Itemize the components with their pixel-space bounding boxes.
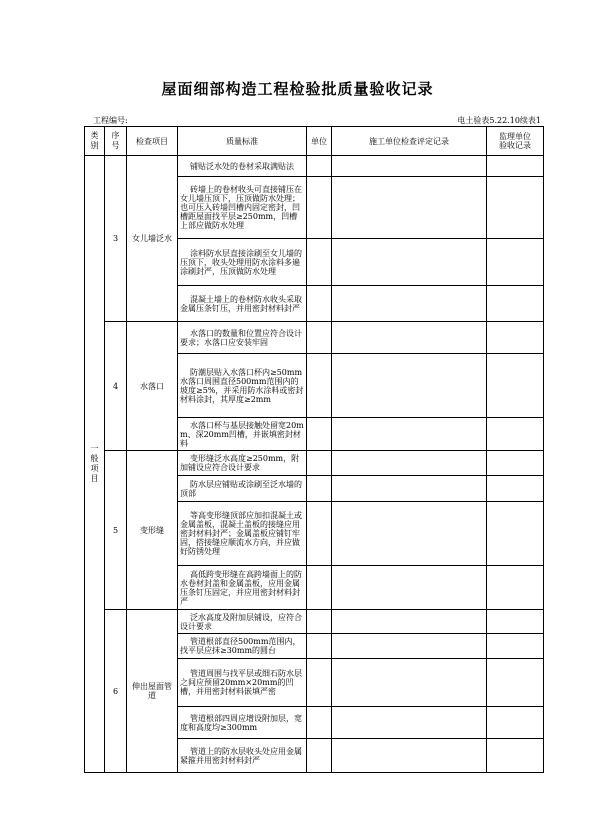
supervision-record-cell[interactable]: [487, 177, 544, 239]
standard-cell: 水落口杯与基层接触处留宽20mm、深20mm凹槽，并嵌填密封材料: [178, 418, 307, 451]
unit-cell[interactable]: [307, 286, 332, 322]
item-cell: 变形缝: [127, 451, 178, 610]
header-supervision: 监理单位 验收记录: [487, 127, 544, 156]
construction-record-cell[interactable]: [332, 739, 487, 773]
supervision-record-cell[interactable]: [487, 659, 544, 707]
supervision-record-cell[interactable]: [487, 286, 544, 322]
unit-cell[interactable]: [307, 451, 332, 476]
seq-cell: 6: [105, 610, 127, 773]
standard-cell: 高低跨变形缝在高跨墙面上的防水卷材封盖和金属盖板，应用金属压条钉压固定，并应用密封材料封严: [178, 566, 307, 610]
construction-record-cell[interactable]: [332, 707, 487, 739]
unit-cell[interactable]: [307, 739, 332, 773]
unit-cell[interactable]: [307, 354, 332, 418]
standard-cell: 铺贴泛水处的卷材采取满贴法: [178, 156, 307, 177]
standard-cell: 涂料防水层直接涂刷至女儿墙的压顶下，收头处理用防水涂料多遍涂刷封严，压顶做防水处理: [178, 239, 307, 286]
item-cell: 伸出屋面管道: [127, 610, 178, 773]
unit-cell[interactable]: [307, 239, 332, 286]
unit-cell[interactable]: [307, 322, 332, 354]
item-cell: 水落口: [127, 322, 178, 451]
construction-record-cell[interactable]: [332, 354, 487, 418]
inspection-table: [84, 126, 544, 773]
table-row: [85, 610, 544, 634]
construction-record-cell[interactable]: [332, 418, 487, 451]
supervision-record-cell[interactable]: [487, 739, 544, 773]
supervision-record-cell[interactable]: [487, 354, 544, 418]
supervision-record-cell[interactable]: [487, 566, 544, 610]
header-unit: 单位: [307, 127, 332, 156]
construction-record-cell[interactable]: [332, 502, 487, 566]
supervision-record-cell[interactable]: [487, 156, 544, 177]
construction-record-cell[interactable]: [332, 451, 487, 476]
construction-record-cell[interactable]: [332, 610, 487, 634]
table-row: [85, 156, 544, 177]
unit-cell[interactable]: [307, 502, 332, 566]
header-item: 检查项目: [127, 127, 178, 156]
supervision-record-cell[interactable]: [487, 322, 544, 354]
standard-cell: 混凝土墙上的卷材防水收头采取金属压条钉压，并用密封材料封严: [178, 286, 307, 322]
supervision-record-cell[interactable]: [487, 451, 544, 476]
supervision-record-cell[interactable]: [487, 418, 544, 451]
standard-cell: 防潮层贴入水落口杯内≥50mm 水落口周围直径500mm范围内的坡度≥5%，并采用防水涂料或密封材料涂封，其厚度≥2mm: [178, 354, 307, 418]
standard-cell: 管道周围与找平层或细石防水层之间应预留20mm×20mm的凹槽，并用密封材料嵌填严密: [178, 659, 307, 707]
unit-cell[interactable]: [307, 659, 332, 707]
construction-record-cell[interactable]: [332, 156, 487, 177]
supervision-record-cell[interactable]: [487, 634, 544, 659]
unit-cell[interactable]: [307, 634, 332, 659]
unit-cell[interactable]: [307, 177, 332, 239]
header-category: 类 别: [85, 127, 105, 156]
standard-cell: 水落口的数量和位置应符合设计要求；水落口应安装牢固: [178, 322, 307, 354]
construction-record-cell[interactable]: [332, 286, 487, 322]
form-number: 电土验表5.22.10续表1: [457, 116, 541, 125]
supervision-record-cell[interactable]: [487, 239, 544, 286]
supervision-record-cell[interactable]: [487, 707, 544, 739]
seq-cell: 4: [105, 322, 127, 451]
construction-record-cell[interactable]: [332, 476, 487, 502]
unit-cell[interactable]: [307, 707, 332, 739]
form-title: 屋面细部构造工程检验批质量验收记录: [161, 80, 434, 98]
unit-cell[interactable]: [307, 418, 332, 451]
construction-record-cell[interactable]: [332, 659, 487, 707]
supervision-record-cell[interactable]: [487, 476, 544, 502]
header-seq: 序 号: [105, 127, 127, 156]
table-row: [85, 451, 544, 476]
unit-cell[interactable]: [307, 156, 332, 177]
construction-record-cell[interactable]: [332, 566, 487, 610]
construction-record-cell[interactable]: [332, 322, 487, 354]
standard-cell: 防水层应铺贴或涂刷至泛水墙的顶部: [178, 476, 307, 502]
unit-cell[interactable]: [307, 610, 332, 634]
supervision-record-cell[interactable]: [487, 502, 544, 566]
header-construction: 施工单位检查评定记录: [332, 127, 487, 156]
standard-cell: 等高变形缝顶部应加扣混凝土或金属盖板，混凝土盖板的接缝应用密封材料封严；金属盖板应铺钉牢固，搭接缝应顺流水方向，并应做好防锈处理: [178, 502, 307, 566]
standard-cell: 管道根部直径500mm范围内，找平层应抹≥30mm的圆台: [178, 634, 307, 659]
header-standard: 质量标准: [178, 127, 307, 156]
supervision-record-cell[interactable]: [487, 610, 544, 634]
standard-cell: 管道根部四周应增设附加层，宽度和高度均≥300mm: [178, 707, 307, 739]
category-cell: 一 般 项 目: [85, 156, 105, 773]
table-row: [85, 322, 544, 354]
standard-cell: 砖墙上的卷材收头可直接铺压在女儿墙压顶下，压顶做防水处理；也可压入砖墙凹槽内固定密封，凹槽距屋面找平层≥250mm，凹槽上部应做防水处理: [178, 177, 307, 239]
seq-cell: 3: [105, 156, 127, 322]
construction-record-cell[interactable]: [332, 239, 487, 286]
seq-cell: 5: [105, 451, 127, 610]
unit-cell[interactable]: [307, 476, 332, 502]
construction-record-cell[interactable]: [332, 177, 487, 239]
construction-record-cell[interactable]: [332, 634, 487, 659]
standard-cell: 管道上的防水层收头处应用金属紧箍并用密封材料封严: [178, 739, 307, 773]
standard-cell: 变形缝泛水高度≥250mm，附加铺设应符合设计要求: [178, 451, 307, 476]
standard-cell: 泛水高度及附加层铺设，应符合设计要求: [178, 610, 307, 634]
unit-cell[interactable]: [307, 566, 332, 610]
item-cell: 女儿墙泛水: [127, 156, 178, 322]
project-number-label: 工程编号:: [93, 116, 128, 125]
header-row: [85, 127, 544, 156]
